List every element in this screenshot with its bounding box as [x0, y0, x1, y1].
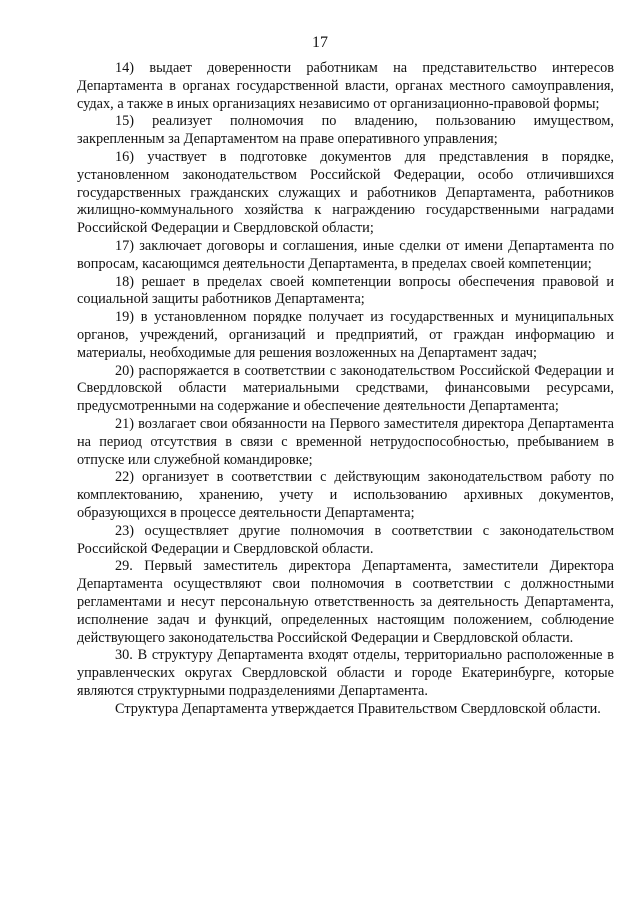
- paragraph-section-29: 29. Первый заместитель директора Департамента, заместители Директора Департамента осуществляют свои полномочия в соответствии с должностными регламентами и несут персональную ответственность за деятельность Департамента, исполнение задач и функций, определенных настоящим положением, соблюдение действующего законодательства Российской Федерации и Свердловской области.: [77, 558, 614, 646]
- paragraph-section-30: 30. В структуру Департамента входят отделы, территориально расположенные в управленческих округах Свердловской области и городе Екатеринбурге, которые являются структурными подразделениями Департамента.: [77, 647, 614, 699]
- paragraph-item-21: 21) возлагает свои обязанности на Первого заместителя директора Департамента на период отсутствия в связи с временной нетрудоспособностью, пребыванием в отпуске или служебной командировке;: [77, 415, 614, 468]
- paragraph-item-18: 18) решает в пределах своей компетенции вопросы обеспечения правовой и социальной защиты работников Департамента;: [77, 273, 614, 308]
- paragraph-item-14: 14) выдает доверенности работникам на представительство интересов Департамента в органах государственной власти, органах местного самоуправления, судах, а также в иных организациях независимо от организационно-правовой формы;: [77, 60, 614, 112]
- paragraph-item-22: 22) организует в соответствии с действующим законодательством работу по комплектованию, хранению, учету и использованию архивных документов, образующихся в процессе деятельности Департамента;: [77, 469, 614, 521]
- document-body: [77, 60, 614, 718]
- paragraph-structure-approval: Структура Департамента утверждается Правительством Свердловской области.: [115, 700, 601, 717]
- paragraph-item-19: 19) в установленном порядке получает из государственных и муниципальных органов, учреждений, организаций и предприятий, от граждан информацию и материалы, необходимые для решения возложенных на Департамент задач;: [77, 309, 614, 361]
- paragraph-item-20: 20) распоряжается в соответствии с законодательством Российской Федерации и Свердловской области материальными средствами, финансовыми ресурсами, предусмотренными на содержание и обеспечение деятельности Департамента;: [77, 362, 614, 415]
- paragraph-item-17: 17) заключает договоры и соглашения, иные сделки от имени Департамента по вопросам, касающимся деятельности Департамента, в пределах своей компетенции;: [77, 237, 614, 272]
- paragraph-item-23: 23) осуществляет другие полномочия в соответствии с законодательством Российской Федерации и Свердловской области.: [77, 522, 614, 557]
- page-number: 17: [312, 34, 328, 51]
- paragraph-item-16: 16) участвует в подготовке документов для представления в порядке, установленном законодательством Российской Федерации, особо отличившихся государственных гражданских служащих и работников Департамента, работников жилищно-коммунального хозяйства к награждению государственными наградами Российской Федерации и Свердловской области;: [77, 148, 614, 237]
- paragraph-item-15: 15) реализует полномочия по владению, пользованию имуществом, закрепленным за Департаментом на праве оперативного управления;: [77, 113, 614, 148]
